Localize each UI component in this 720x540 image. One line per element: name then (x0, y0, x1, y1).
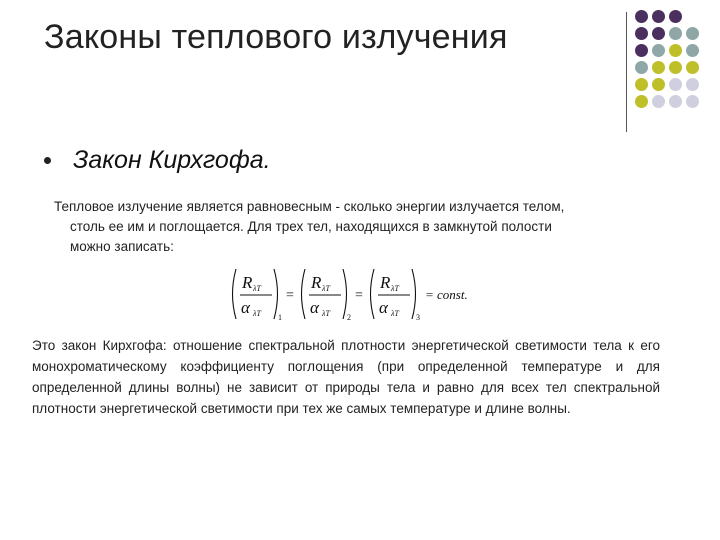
term2-index: 2 (347, 313, 351, 322)
term3-denominator: α (379, 298, 388, 317)
formula-term-3 (371, 269, 421, 322)
decorative-dot (652, 27, 665, 40)
term1-denominator-sub: λT (253, 309, 261, 318)
bullet-heading (44, 146, 271, 175)
decorative-dot-grid (635, 10, 701, 110)
equals-sign-2: = (355, 288, 363, 303)
decorative-dot (635, 61, 648, 74)
divider-line (626, 12, 627, 132)
decorative-dot (686, 95, 699, 108)
decorative-dot (652, 44, 665, 57)
decorative-dot (686, 44, 699, 57)
formula-term-2 (302, 269, 352, 322)
decorative-dot (635, 27, 648, 40)
intro-paragraph (54, 197, 664, 257)
term2-numerator: R (311, 273, 322, 292)
term2-denominator-sub: λT (322, 309, 330, 318)
decorative-dot (652, 78, 665, 91)
decorative-dot (686, 78, 699, 91)
formula-term-1 (233, 269, 283, 322)
decorative-dot (686, 10, 699, 23)
equals-sign-1: = (286, 288, 294, 303)
decorative-dot (652, 95, 665, 108)
decorative-dot (652, 61, 665, 74)
term3-numerator-sub: λT (391, 284, 399, 293)
decorative-dot (652, 10, 665, 23)
decorative-dot (635, 44, 648, 57)
decorative-dot (669, 78, 682, 91)
decorative-dot (686, 27, 699, 40)
term3-numerator: R (380, 273, 391, 292)
decorative-dot (635, 95, 648, 108)
decorative-dot (635, 78, 648, 91)
term1-denominator: α (241, 298, 250, 317)
intro-line-3: можно записать: (70, 239, 174, 254)
term1-numerator-sub: λT (253, 284, 261, 293)
decorative-dot (635, 10, 648, 23)
kirchhoff-formula (226, 266, 486, 322)
slide-title: Законы теплового излучения (44, 18, 508, 56)
decorative-dot (669, 95, 682, 108)
formula-rhs: = const. (425, 287, 468, 302)
intro-line-2: столь ее им и поглощается. Для трех тел, находящихся в замкнутой полости (70, 219, 552, 234)
decorative-dot (686, 61, 699, 74)
intro-line-1: Тепловое излучение является равновесным - сколько энергии излучается телом, (54, 199, 565, 214)
term1-numerator: R (242, 273, 253, 292)
term3-denominator-sub: λT (391, 309, 399, 318)
term1-index: 1 (278, 313, 282, 322)
term3-index: 3 (416, 313, 420, 322)
decorative-dot (669, 61, 682, 74)
decorative-dot (669, 27, 682, 40)
explanation-paragraph: Это закон Кирхгофа: отношение спектральной плотности энергетической светимости тела к его монохроматическому коэффициенту поглощения (при определенной температуре и для определенной длины волны) не зависит от природы тела и равно для всех тел спектральной плотности энергетической светимости при тех же самых температуре и длине волны. (32, 338, 660, 416)
bullet-icon (44, 157, 51, 164)
term2-numerator-sub: λT (322, 284, 330, 293)
term2-denominator: α (310, 298, 319, 317)
section-heading: Закон Кирхгофа. (73, 146, 271, 174)
decorative-dot (669, 44, 682, 57)
decorative-dot (669, 10, 682, 23)
